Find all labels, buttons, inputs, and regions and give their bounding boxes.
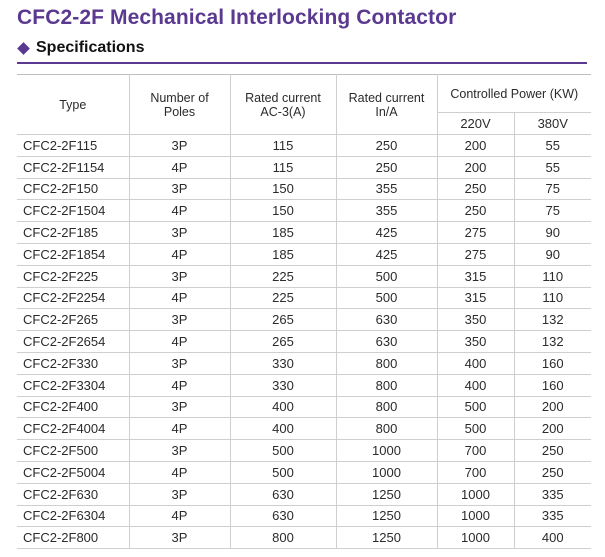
diamond-bullet-icon — [17, 42, 30, 55]
page-title: CFC2-2F Mechanical Interlocking Contactor — [17, 6, 457, 29]
cell-rated-current-ac3: 185 — [230, 243, 336, 265]
table-row — [17, 156, 591, 178]
cell-power-380v: 250 — [514, 440, 591, 462]
table-header — [17, 75, 591, 135]
cell-poles: 4P — [129, 505, 230, 527]
cell-power-220v: 1000 — [437, 527, 514, 549]
cell-poles: 3P — [129, 265, 230, 287]
header-poles — [129, 75, 230, 135]
cell-poles: 4P — [129, 243, 230, 265]
section-heading-label: Specifications — [36, 39, 145, 56]
cell-poles: 3P — [129, 135, 230, 157]
cell-rated-current-in: 800 — [336, 418, 437, 440]
cell-rated-current-in: 630 — [336, 331, 437, 353]
cell-rated-current-ac3: 630 — [230, 505, 336, 527]
cell-rated-current-in: 355 — [336, 178, 437, 200]
cell-power-220v: 1000 — [437, 483, 514, 505]
cell-rated-current-ac3: 800 — [230, 527, 336, 549]
cell-poles: 4P — [129, 461, 230, 483]
cell-poles: 4P — [129, 374, 230, 396]
table-row — [17, 440, 591, 462]
table-row — [17, 222, 591, 244]
cell-poles: 3P — [129, 178, 230, 200]
table-row — [17, 265, 591, 287]
cell-power-380v: 90 — [514, 243, 591, 265]
table-row — [17, 352, 591, 374]
cell-power-220v: 250 — [437, 200, 514, 222]
cell-rated-current-ac3: 330 — [230, 352, 336, 374]
cell-rated-current-in: 250 — [336, 135, 437, 157]
cell-rated-current-ac3: 265 — [230, 309, 336, 331]
specifications-table — [17, 74, 591, 549]
cell-power-380v: 132 — [514, 309, 591, 331]
cell-power-220v: 350 — [437, 331, 514, 353]
cell-rated-current-ac3: 225 — [230, 287, 336, 309]
cell-type: CFC2-2F185 — [17, 222, 129, 244]
table-row — [17, 309, 591, 331]
header-ac3-line1: Rated current — [245, 90, 321, 105]
cell-rated-current-ac3: 500 — [230, 461, 336, 483]
cell-type: CFC2-2F1504 — [17, 200, 129, 222]
cell-power-380v: 110 — [514, 265, 591, 287]
cell-poles: 4P — [129, 331, 230, 353]
cell-rated-current-in: 1250 — [336, 483, 437, 505]
cell-power-380v: 200 — [514, 418, 591, 440]
table-row — [17, 135, 591, 157]
cell-power-220v: 315 — [437, 287, 514, 309]
cell-rated-current-in: 1000 — [336, 440, 437, 462]
cell-type: CFC2-2F225 — [17, 265, 129, 287]
cell-poles: 3P — [129, 483, 230, 505]
cell-type: CFC2-2F330 — [17, 352, 129, 374]
cell-power-220v: 500 — [437, 396, 514, 418]
cell-poles: 4P — [129, 156, 230, 178]
table-row — [17, 483, 591, 505]
cell-rated-current-ac3: 400 — [230, 396, 336, 418]
cell-rated-current-in: 800 — [336, 352, 437, 374]
cell-rated-current-in: 630 — [336, 309, 437, 331]
table-row — [17, 461, 591, 483]
table-row — [17, 527, 591, 549]
cell-rated-current-ac3: 185 — [230, 222, 336, 244]
cell-type: CFC2-2F2654 — [17, 331, 129, 353]
header-in-line1: Rated current — [348, 90, 425, 105]
table-body — [17, 135, 591, 549]
cell-type: CFC2-2F630 — [17, 483, 129, 505]
cell-power-380v: 160 — [514, 374, 591, 396]
cell-power-380v: 250 — [514, 461, 591, 483]
cell-power-380v: 75 — [514, 178, 591, 200]
cell-poles: 4P — [129, 287, 230, 309]
cell-power-380v: 55 — [514, 156, 591, 178]
cell-rated-current-ac3: 265 — [230, 331, 336, 353]
cell-power-380v: 400 — [514, 527, 591, 549]
cell-poles: 3P — [129, 352, 230, 374]
cell-type: CFC2-2F800 — [17, 527, 129, 549]
cell-poles: 4P — [129, 200, 230, 222]
cell-poles: 3P — [129, 440, 230, 462]
cell-type: CFC2-2F400 — [17, 396, 129, 418]
cell-type: CFC2-2F150 — [17, 178, 129, 200]
cell-power-220v: 1000 — [437, 505, 514, 527]
header-poles-line2: Poles — [163, 104, 196, 119]
table-row — [17, 287, 591, 309]
cell-rated-current-ac3: 150 — [230, 178, 336, 200]
cell-rated-current-ac3: 330 — [230, 374, 336, 396]
cell-type: CFC2-2F1854 — [17, 243, 129, 265]
cell-power-220v: 200 — [437, 156, 514, 178]
cell-type: CFC2-2F1154 — [17, 156, 129, 178]
cell-type: CFC2-2F265 — [17, 309, 129, 331]
cell-power-220v: 350 — [437, 309, 514, 331]
cell-rated-current-in: 500 — [336, 265, 437, 287]
cell-rated-current-in: 500 — [336, 287, 437, 309]
table-row — [17, 374, 591, 396]
table-row — [17, 178, 591, 200]
cell-power-220v: 250 — [437, 178, 514, 200]
table-row — [17, 331, 591, 353]
cell-power-380v: 132 — [514, 331, 591, 353]
cell-power-380v: 110 — [514, 287, 591, 309]
header-380v: 380V — [514, 113, 591, 135]
cell-power-220v: 400 — [437, 374, 514, 396]
cell-power-220v: 400 — [437, 352, 514, 374]
cell-poles: 3P — [129, 309, 230, 331]
cell-power-380v: 75 — [514, 200, 591, 222]
cell-rated-current-ac3: 115 — [230, 135, 336, 157]
cell-power-220v: 200 — [437, 135, 514, 157]
cell-rated-current-in: 1250 — [336, 527, 437, 549]
cell-type: CFC2-2F4004 — [17, 418, 129, 440]
cell-type: CFC2-2F5004 — [17, 461, 129, 483]
cell-power-220v: 500 — [437, 418, 514, 440]
cell-poles: 3P — [129, 527, 230, 549]
header-in-line2: In/A — [375, 104, 398, 119]
table-row — [17, 505, 591, 527]
header-rated-current-in — [336, 75, 437, 135]
cell-power-220v: 700 — [437, 440, 514, 462]
cell-rated-current-ac3: 400 — [230, 418, 336, 440]
cell-rated-current-ac3: 150 — [230, 200, 336, 222]
header-type: Type — [17, 75, 129, 135]
cell-poles: 3P — [129, 396, 230, 418]
cell-rated-current-ac3: 225 — [230, 265, 336, 287]
table-row — [17, 396, 591, 418]
cell-poles: 4P — [129, 418, 230, 440]
cell-type: CFC2-2F115 — [17, 135, 129, 157]
section-divider — [17, 62, 587, 64]
cell-rated-current-in: 800 — [336, 374, 437, 396]
cell-rated-current-ac3: 500 — [230, 440, 336, 462]
cell-power-220v: 275 — [437, 243, 514, 265]
cell-rated-current-in: 1250 — [336, 505, 437, 527]
table-row — [17, 243, 591, 265]
cell-rated-current-in: 1000 — [336, 461, 437, 483]
cell-power-220v: 315 — [437, 265, 514, 287]
cell-power-220v: 700 — [437, 461, 514, 483]
cell-power-380v: 200 — [514, 396, 591, 418]
cell-power-380v: 335 — [514, 483, 591, 505]
header-rated-current-ac3 — [230, 75, 336, 135]
cell-power-220v: 275 — [437, 222, 514, 244]
table-row — [17, 200, 591, 222]
cell-type: CFC2-2F3304 — [17, 374, 129, 396]
cell-type: CFC2-2F6304 — [17, 505, 129, 527]
cell-poles: 3P — [129, 222, 230, 244]
section-heading — [17, 37, 144, 59]
cell-rated-current-in: 425 — [336, 243, 437, 265]
cell-type: CFC2-2F2254 — [17, 287, 129, 309]
table-row — [17, 418, 591, 440]
cell-rated-current-in: 800 — [336, 396, 437, 418]
cell-rated-current-ac3: 115 — [230, 156, 336, 178]
cell-power-380v: 55 — [514, 135, 591, 157]
header-controlled-power: Controlled Power (KW) — [437, 75, 591, 113]
header-220v: 220V — [437, 113, 514, 135]
cell-power-380v: 160 — [514, 352, 591, 374]
cell-power-380v: 90 — [514, 222, 591, 244]
header-ac3-line2: AC-3(A) — [260, 104, 306, 119]
header-poles-line1: Number of — [150, 90, 209, 105]
cell-rated-current-in: 425 — [336, 222, 437, 244]
cell-type: CFC2-2F500 — [17, 440, 129, 462]
cell-power-380v: 335 — [514, 505, 591, 527]
cell-rated-current-ac3: 630 — [230, 483, 336, 505]
cell-rated-current-in: 250 — [336, 156, 437, 178]
cell-rated-current-in: 355 — [336, 200, 437, 222]
